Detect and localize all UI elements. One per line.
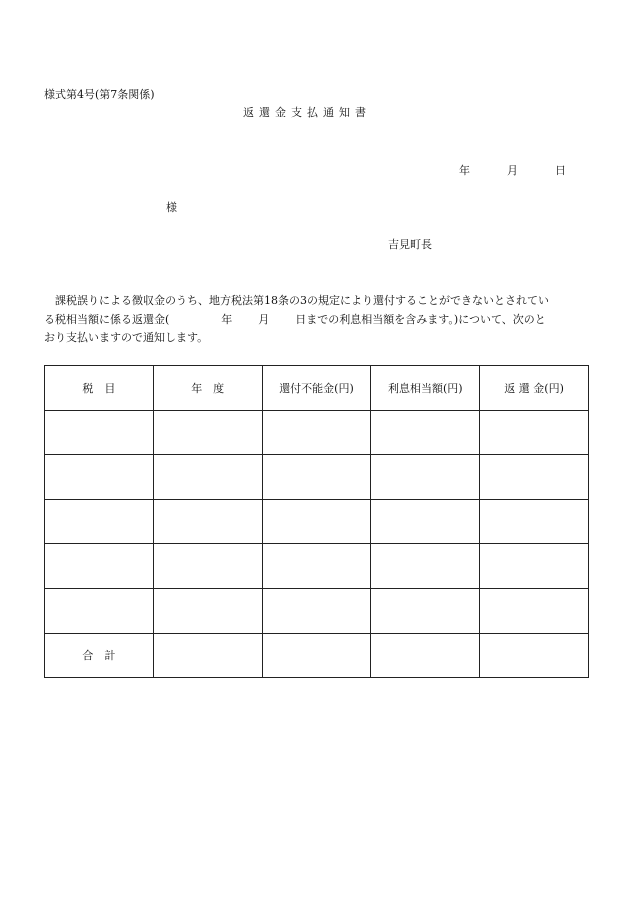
table-cell[interactable] [262,499,371,544]
table-cell[interactable] [480,499,589,544]
body-line-2-start: る税相当額に係る返還金( [44,312,170,326]
header-interest-amount: 利息相当額(円) [371,366,480,411]
total-cell[interactable] [371,633,480,678]
table-cell[interactable] [153,544,262,589]
table-cell[interactable] [153,499,262,544]
header-unrefundable-amount: 還付不能金(円) [262,366,371,411]
document-title: 返還金支払通知書 [243,106,371,119]
table-row [45,499,589,544]
header-refund-amount: 返 還 金(円) [480,366,589,411]
recipient-honorific: 様 [166,201,177,214]
header-fiscal-year: 年 度 [153,366,262,411]
table-cell[interactable] [45,410,154,455]
refund-table [44,365,589,678]
table-cell[interactable] [371,499,480,544]
table-cell[interactable] [262,588,371,633]
table-cell[interactable] [262,455,371,500]
table-row [45,544,589,589]
table-cell[interactable] [480,410,589,455]
body-line-1: 課税誤りによる徴収金のうち、地方税法第18条の3の規定により還付することができないとされてい [55,294,549,307]
table-cell[interactable] [45,499,154,544]
total-cell[interactable] [153,633,262,678]
total-row [45,633,589,678]
total-cell[interactable] [480,633,589,678]
table-cell[interactable] [480,588,589,633]
table-cell[interactable] [45,588,154,633]
table-cell[interactable] [371,588,480,633]
body-line-2-end: 日までの利息相当額を含みます。)について、次のと [295,312,546,326]
table-cell[interactable] [371,455,480,500]
table-cell[interactable] [371,544,480,589]
table-cell[interactable] [371,410,480,455]
total-cell[interactable] [262,633,371,678]
table-cell[interactable] [153,410,262,455]
table-cell[interactable] [45,455,154,500]
table-cell[interactable] [480,455,589,500]
table-row [45,410,589,455]
body-line-2-month: 月 [258,312,270,326]
body-line-2 [44,311,592,330]
table-cell[interactable] [153,588,262,633]
header-tax-item: 税 目 [45,366,154,411]
body-line-3: おり支払いますので通知します。 [44,331,209,344]
sender-name: 吉見町長 [388,238,432,251]
date-day-label: 日 [555,164,566,177]
table-row [45,588,589,633]
table-cell[interactable] [153,455,262,500]
total-label: 合 計 [45,633,154,678]
body-line-2-year: 年 [221,312,233,326]
table-cell[interactable] [480,544,589,589]
form-number: 様式第4号(第7条関係) [44,88,155,101]
table-cell[interactable] [45,544,154,589]
table-header-row [45,366,589,411]
date-year-label: 年 [459,164,470,177]
notice-body [44,292,592,348]
table-cell[interactable] [262,410,371,455]
date-month-label: 月 [507,164,518,177]
table-row [45,455,589,500]
date-line [459,162,566,178]
table-cell[interactable] [262,544,371,589]
